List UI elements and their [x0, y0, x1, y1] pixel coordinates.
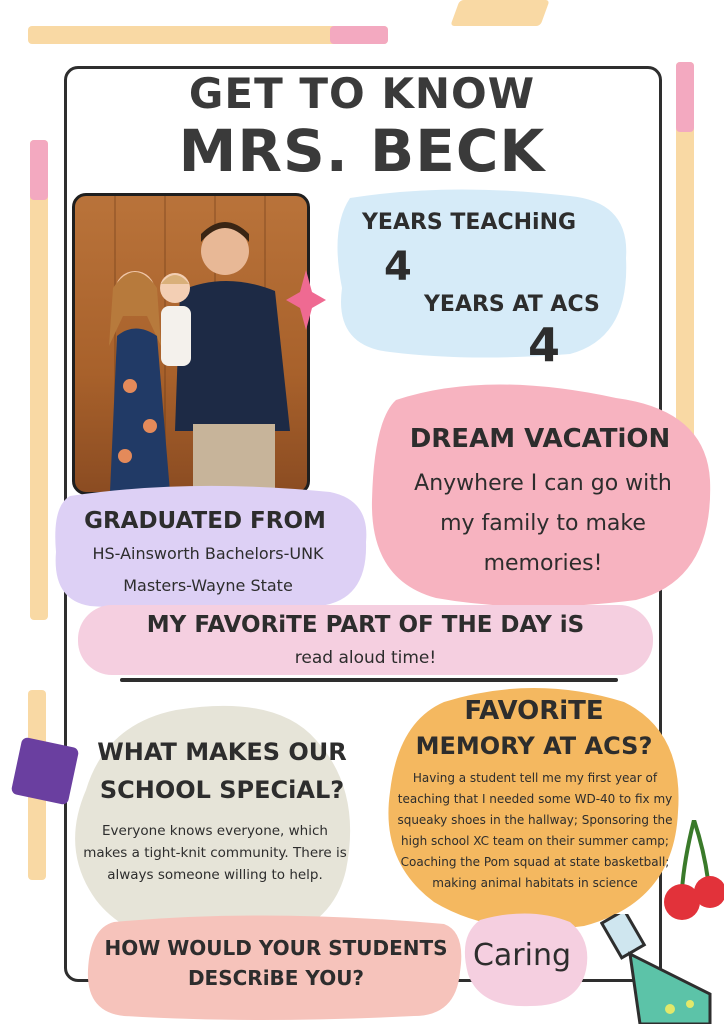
describe-answer: Caring [472, 938, 572, 973]
pencil-decoration-left [30, 140, 48, 620]
star-sparkle-icon [286, 270, 326, 330]
describe-title-line2: DESCRiBE YOU? [187, 966, 365, 990]
years-acs-value: 4 [528, 318, 561, 372]
describe-title-line1: HOW WOULD YOUR STUDENTS [104, 936, 448, 960]
years-acs-label: YEARS AT ACS [424, 292, 600, 317]
pencil-decoration-right-eraser [676, 62, 694, 132]
dream-vacation-text: Anywhere I can go with my family to make memories! [414, 471, 672, 576]
header-line1: GET TO KNOW [188, 69, 536, 118]
favorite-memory-title-line2: MEMORY AT ACS? [415, 732, 653, 760]
years-teaching-value: 4 [384, 244, 412, 290]
pencil-decoration-top-eraser [330, 26, 388, 44]
years-teaching-label: YEARS TEACHiNG [362, 210, 577, 235]
pencil-decoration-left-eraser [30, 140, 48, 200]
school-special-text: Everyone knows everyone, which makes a tight-knit community. There is always someone willing to help. [83, 823, 347, 883]
family-photo-illustration [75, 196, 307, 492]
header-line2: MRS. BECK [178, 117, 546, 185]
favorite-part-text: read aloud time! [294, 648, 437, 668]
favorite-memory-title-line1: FAVORiTE [464, 696, 604, 726]
flask-icon [600, 914, 720, 1024]
graduated-title: GRADUATED FROM [84, 508, 326, 534]
pencil-decoration-top-right [450, 0, 549, 26]
school-special-title-line2: SCHOOL SPECiAL? [99, 776, 345, 804]
school-special-title-line1: WHAT MAKES OUR [97, 738, 347, 766]
favorite-memory-text: Having a student tell me my first year of teaching that I needed some WD-40 to fix my squeaky shoes in the hallway; Sponsoring the high school XC team on their summer camp; Coaching the Pom squad at state basketball; making animal habitats in science [397, 771, 673, 890]
graduated-line1: HS-Ainsworth Bachelors-UNK [92, 544, 324, 563]
graduated-line2: Masters-Wayne State [123, 576, 293, 595]
teacher-family-photo [72, 193, 310, 495]
dream-vacation-title: DREAM VACATiON [409, 424, 671, 454]
favorite-part-title: MY FAVORiTE PART OF THE DAY iS [146, 612, 585, 638]
